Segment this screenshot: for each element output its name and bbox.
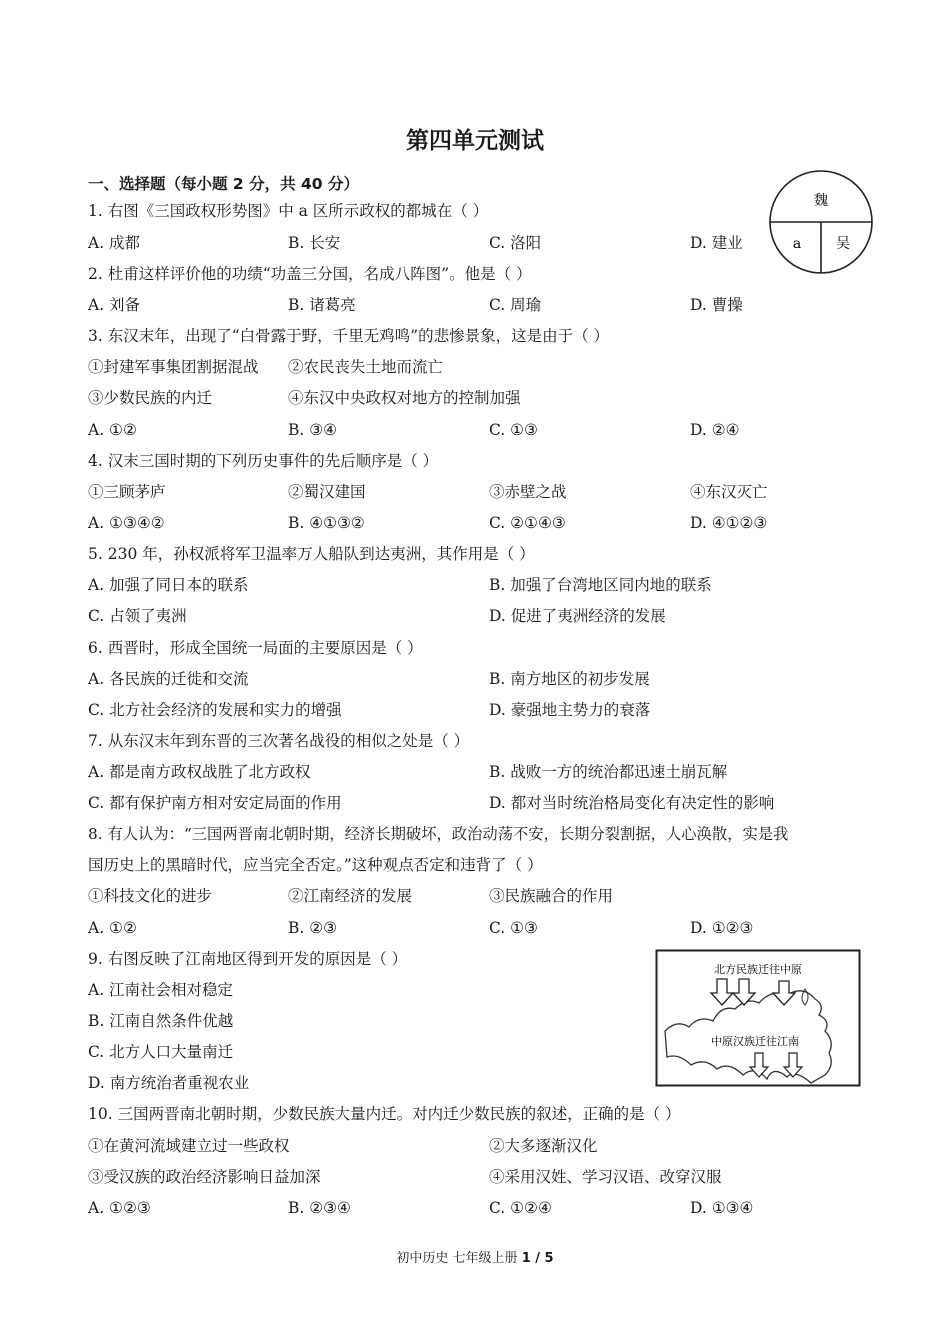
q1-stem: 1. 右图《三国政权形势图》中 a 区所示政权的都城在（ ） — [88, 202, 489, 220]
q1-option-d: D. 建业 — [690, 234, 743, 252]
q4-statement-3: ③赤壁之战 — [489, 483, 567, 501]
q3-statement-1: ①封建军事集团割据混战 — [88, 358, 259, 376]
page-number: 1 / 5 — [521, 1251, 554, 1266]
q9-option-d: D. 南方统治者重视农业 — [88, 1074, 250, 1092]
q3-statement-3: ③少数民族的内迁 — [88, 389, 213, 407]
q10-option-b: B. ②③④ — [288, 1199, 351, 1217]
q4-statement-2: ②蜀汉建国 — [288, 483, 366, 501]
three-kingdoms-diagram — [767, 168, 875, 276]
q7-option-c: C. 都有保护南方相对安定局面的作用 — [88, 794, 342, 812]
q9-option-a: A. 江南社会相对稳定 — [88, 981, 234, 999]
q3-statement-4: ④东汉中央政权对地方的控制加强 — [288, 389, 521, 407]
q5-option-a: A. 加强了同日本的联系 — [88, 576, 249, 594]
q1-option-b: B. 长安 — [288, 234, 341, 252]
q4-statement-4: ④东汉灭亡 — [690, 483, 768, 501]
q8-statement-2: ②江南经济的发展 — [288, 887, 413, 905]
fig1-wei-label: 魏 — [814, 193, 828, 209]
q8-option-a: A. ①② — [88, 919, 137, 937]
q4-option-a: A. ①③④② — [88, 514, 165, 532]
q4-stem: 4. 汉末三国时期的下列历史事件的先后顺序是（ ） — [88, 452, 439, 470]
q3-option-b: B. ③④ — [288, 421, 338, 439]
q8-statement-1: ①科技文化的进步 — [88, 887, 213, 905]
q7-option-d: D. 都对当时统治格局变化有决定性的影响 — [489, 794, 775, 812]
q7-stem: 7. 从东汉末年到东晋的三次著名战役的相似之处是（ ） — [88, 732, 470, 750]
q9-option-c: C. 北方人口大量南迁 — [88, 1043, 234, 1061]
section-heading: 一、选择题（每小题 2 分，共 40 分） — [88, 175, 359, 193]
q10-statement-4: ④采用汉姓、学习汉语、改穿汉服 — [489, 1168, 722, 1186]
q8-statement-3: ③民族融合的作用 — [489, 887, 614, 905]
q2-option-b: B. 诸葛亮 — [288, 296, 356, 314]
q3-option-a: A. ①② — [88, 421, 137, 439]
q2-option-d: D. 曹操 — [690, 296, 743, 314]
q6-option-c: C. 北方社会经济的发展和实力的增强 — [88, 701, 342, 719]
fig1-a-label: a — [792, 236, 802, 252]
fig1-wu-label: 吴 — [836, 236, 850, 252]
page-title: 第四单元测试 — [406, 128, 544, 154]
q3-option-c: C. ①③ — [489, 421, 538, 439]
q2-stem: 2. 杜甫这样评价他的功绩“功盖三分国，名成八阵图”。他是（ ） — [88, 265, 532, 283]
q10-option-a: A. ①②③ — [88, 1199, 151, 1217]
q6-option-a: A. 各民族的迁徙和交流 — [88, 670, 249, 688]
q4-option-d: D. ④①②③ — [690, 514, 768, 532]
q6-option-b: B. 南方地区的初步发展 — [489, 670, 650, 688]
q10-option-d: D. ①③④ — [690, 1199, 754, 1217]
q6-stem: 6. 西晋时，形成全国统一局面的主要原因是（ ） — [88, 639, 423, 657]
q8-option-b: B. ②③ — [288, 919, 338, 937]
q2-option-c: C. 周瑜 — [489, 296, 542, 314]
q10-option-c: C. ①②④ — [489, 1199, 552, 1217]
q10-stem: 10. 三国两晋南北朝时期，少数民族大量内迁。对内迁少数民族的叙述，正确的是（ ） — [88, 1105, 681, 1123]
page-footer — [0, 1247, 950, 1266]
fig2-south-label: 中原汉族迁往江南 — [711, 1035, 799, 1048]
q10-statement-3: ③受汉族的政治经济影响日益加深 — [88, 1168, 321, 1186]
q7-option-b: B. 战败一方的统治都迅速土崩瓦解 — [489, 763, 728, 781]
q9-option-b: B. 江南自然条件优越 — [88, 1012, 234, 1030]
q3-statement-2: ②农民丧失土地而流亡 — [288, 358, 444, 376]
q1-option-c: C. 洛阳 — [489, 234, 542, 252]
q8-option-c: C. ①③ — [489, 919, 538, 937]
q8-option-d: D. ①②③ — [690, 919, 754, 937]
q2-option-a: A. 刘备 — [88, 296, 141, 314]
q4-option-c: C. ②①④③ — [489, 514, 566, 532]
q3-option-d: D. ②④ — [690, 421, 740, 439]
q5-option-c: C. 占领了夷洲 — [88, 607, 187, 625]
q10-statement-2: ②大多逐渐汉化 — [489, 1137, 598, 1155]
q8-stem-line-2: 国历史上的黑暗时代，应当完全否定。”这种观点否定和违背了（ ） — [88, 856, 543, 874]
q10-statement-1: ①在黄河流域建立过一些政权 — [88, 1137, 290, 1155]
footer-course: 初中历史 七年级上册 — [396, 1251, 518, 1266]
q5-stem: 5. 230 年，孙权派将军卫温率万人船队到达夷洲，其作用是（ ） — [88, 545, 535, 563]
q7-option-a: A. 都是南方政权战胜了北方政权 — [88, 763, 311, 781]
fig2-north-label: 北方民族迁往中原 — [714, 963, 802, 976]
migration-map — [655, 949, 861, 1087]
q4-statement-1: ①三顾茅庐 — [88, 483, 166, 501]
q5-option-d: D. 促进了夷洲经济的发展 — [489, 607, 666, 625]
q1-option-a: A. 成都 — [88, 234, 141, 252]
q3-stem: 3. 东汉末年，出现了“白骨露于野，千里无鸡鸣”的悲惨景象，这是由于（ ） — [88, 327, 609, 345]
q4-option-b: B. ④①③② — [288, 514, 365, 532]
q5-option-b: B. 加强了台湾地区同内地的联系 — [489, 576, 712, 594]
q6-option-d: D. 豪强地主势力的衰落 — [489, 701, 651, 719]
q9-stem: 9. 右图反映了江南地区得到开发的原因是（ ） — [88, 950, 408, 968]
q8-stem-line-1: 8. 有人认为：“三国两晋南北朝时期，经济长期破坏，政治动荡不安，长期分裂割据，人心涣散，实是我 — [88, 825, 789, 843]
